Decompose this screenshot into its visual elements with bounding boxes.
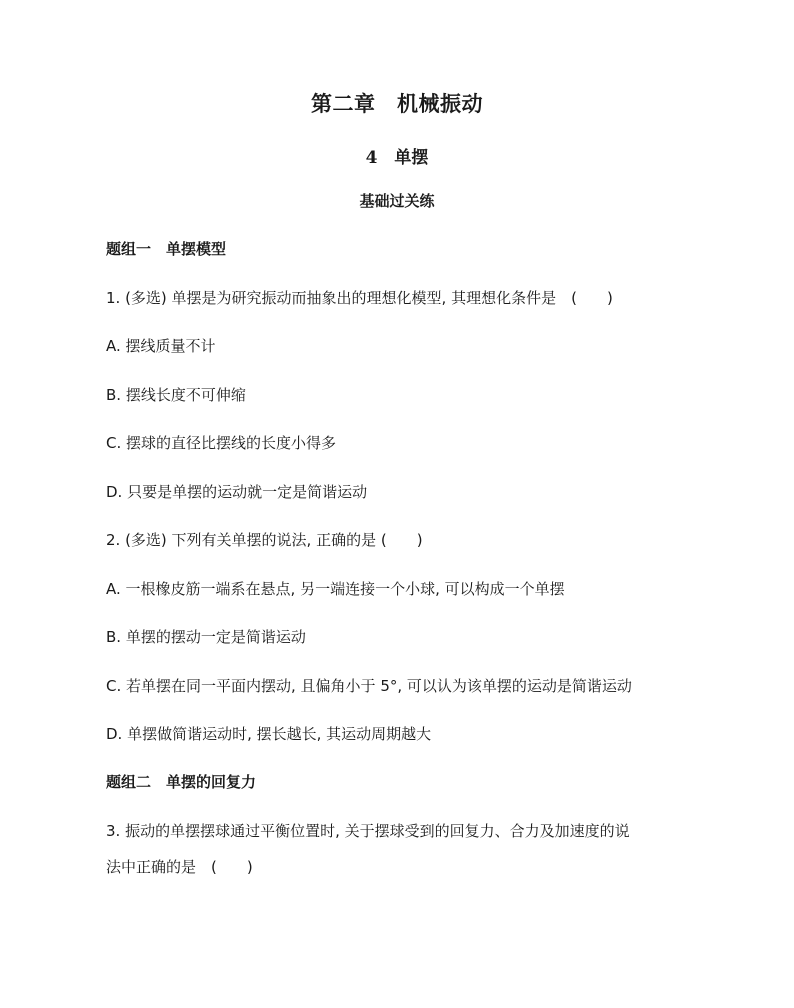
question-stem: 2. (多选) 下列有关单摆的说法, 正确的是 ( ) — [106, 531, 423, 549]
chapter-title: 第二章 机械振动 — [311, 91, 483, 116]
question-option: D. 只要是单摆的运动就一定是简谐运动 — [106, 483, 368, 501]
question-option: B. 摆线长度不可伸缩 — [106, 386, 246, 404]
question-option: C. 若单摆在同一平面内摆动, 且偏角小于 5°, 可以认为该单摆的运动是简谐运动 — [106, 677, 632, 695]
section-title: 4 单摆 — [365, 148, 429, 168]
question-stem: 1. (多选) 单摆是为研究振动而抽象出的理想化模型, 其理想化条件是 ( ) — [106, 289, 613, 307]
question-stem-line: 3. 振动的单摆摆球通过平衡位置时, 关于摆球受到的回复力、合力及加速度的说 — [106, 822, 630, 840]
question-option: B. 单摆的摆动一定是简谐运动 — [106, 628, 306, 646]
question-option: A. 摆线质量不计 — [106, 337, 216, 355]
question-option: D. 单摆做简谐运动时, 摆长越长, 其运动周期越大 — [106, 725, 432, 743]
question-stem-line: 法中正确的是 ( ) — [106, 858, 253, 876]
subsection-title: 基础过关练 — [359, 192, 435, 210]
group-title: 题组二 单摆的回复力 — [106, 773, 257, 791]
question-option: C. 摆球的直径比摆线的长度小得多 — [106, 434, 337, 452]
group-title: 题组一 单摆模型 — [106, 240, 227, 258]
question-option: A. 一根橡皮筋一端系在悬点, 另一端连接一个小球, 可以构成一个单摆 — [106, 580, 565, 598]
